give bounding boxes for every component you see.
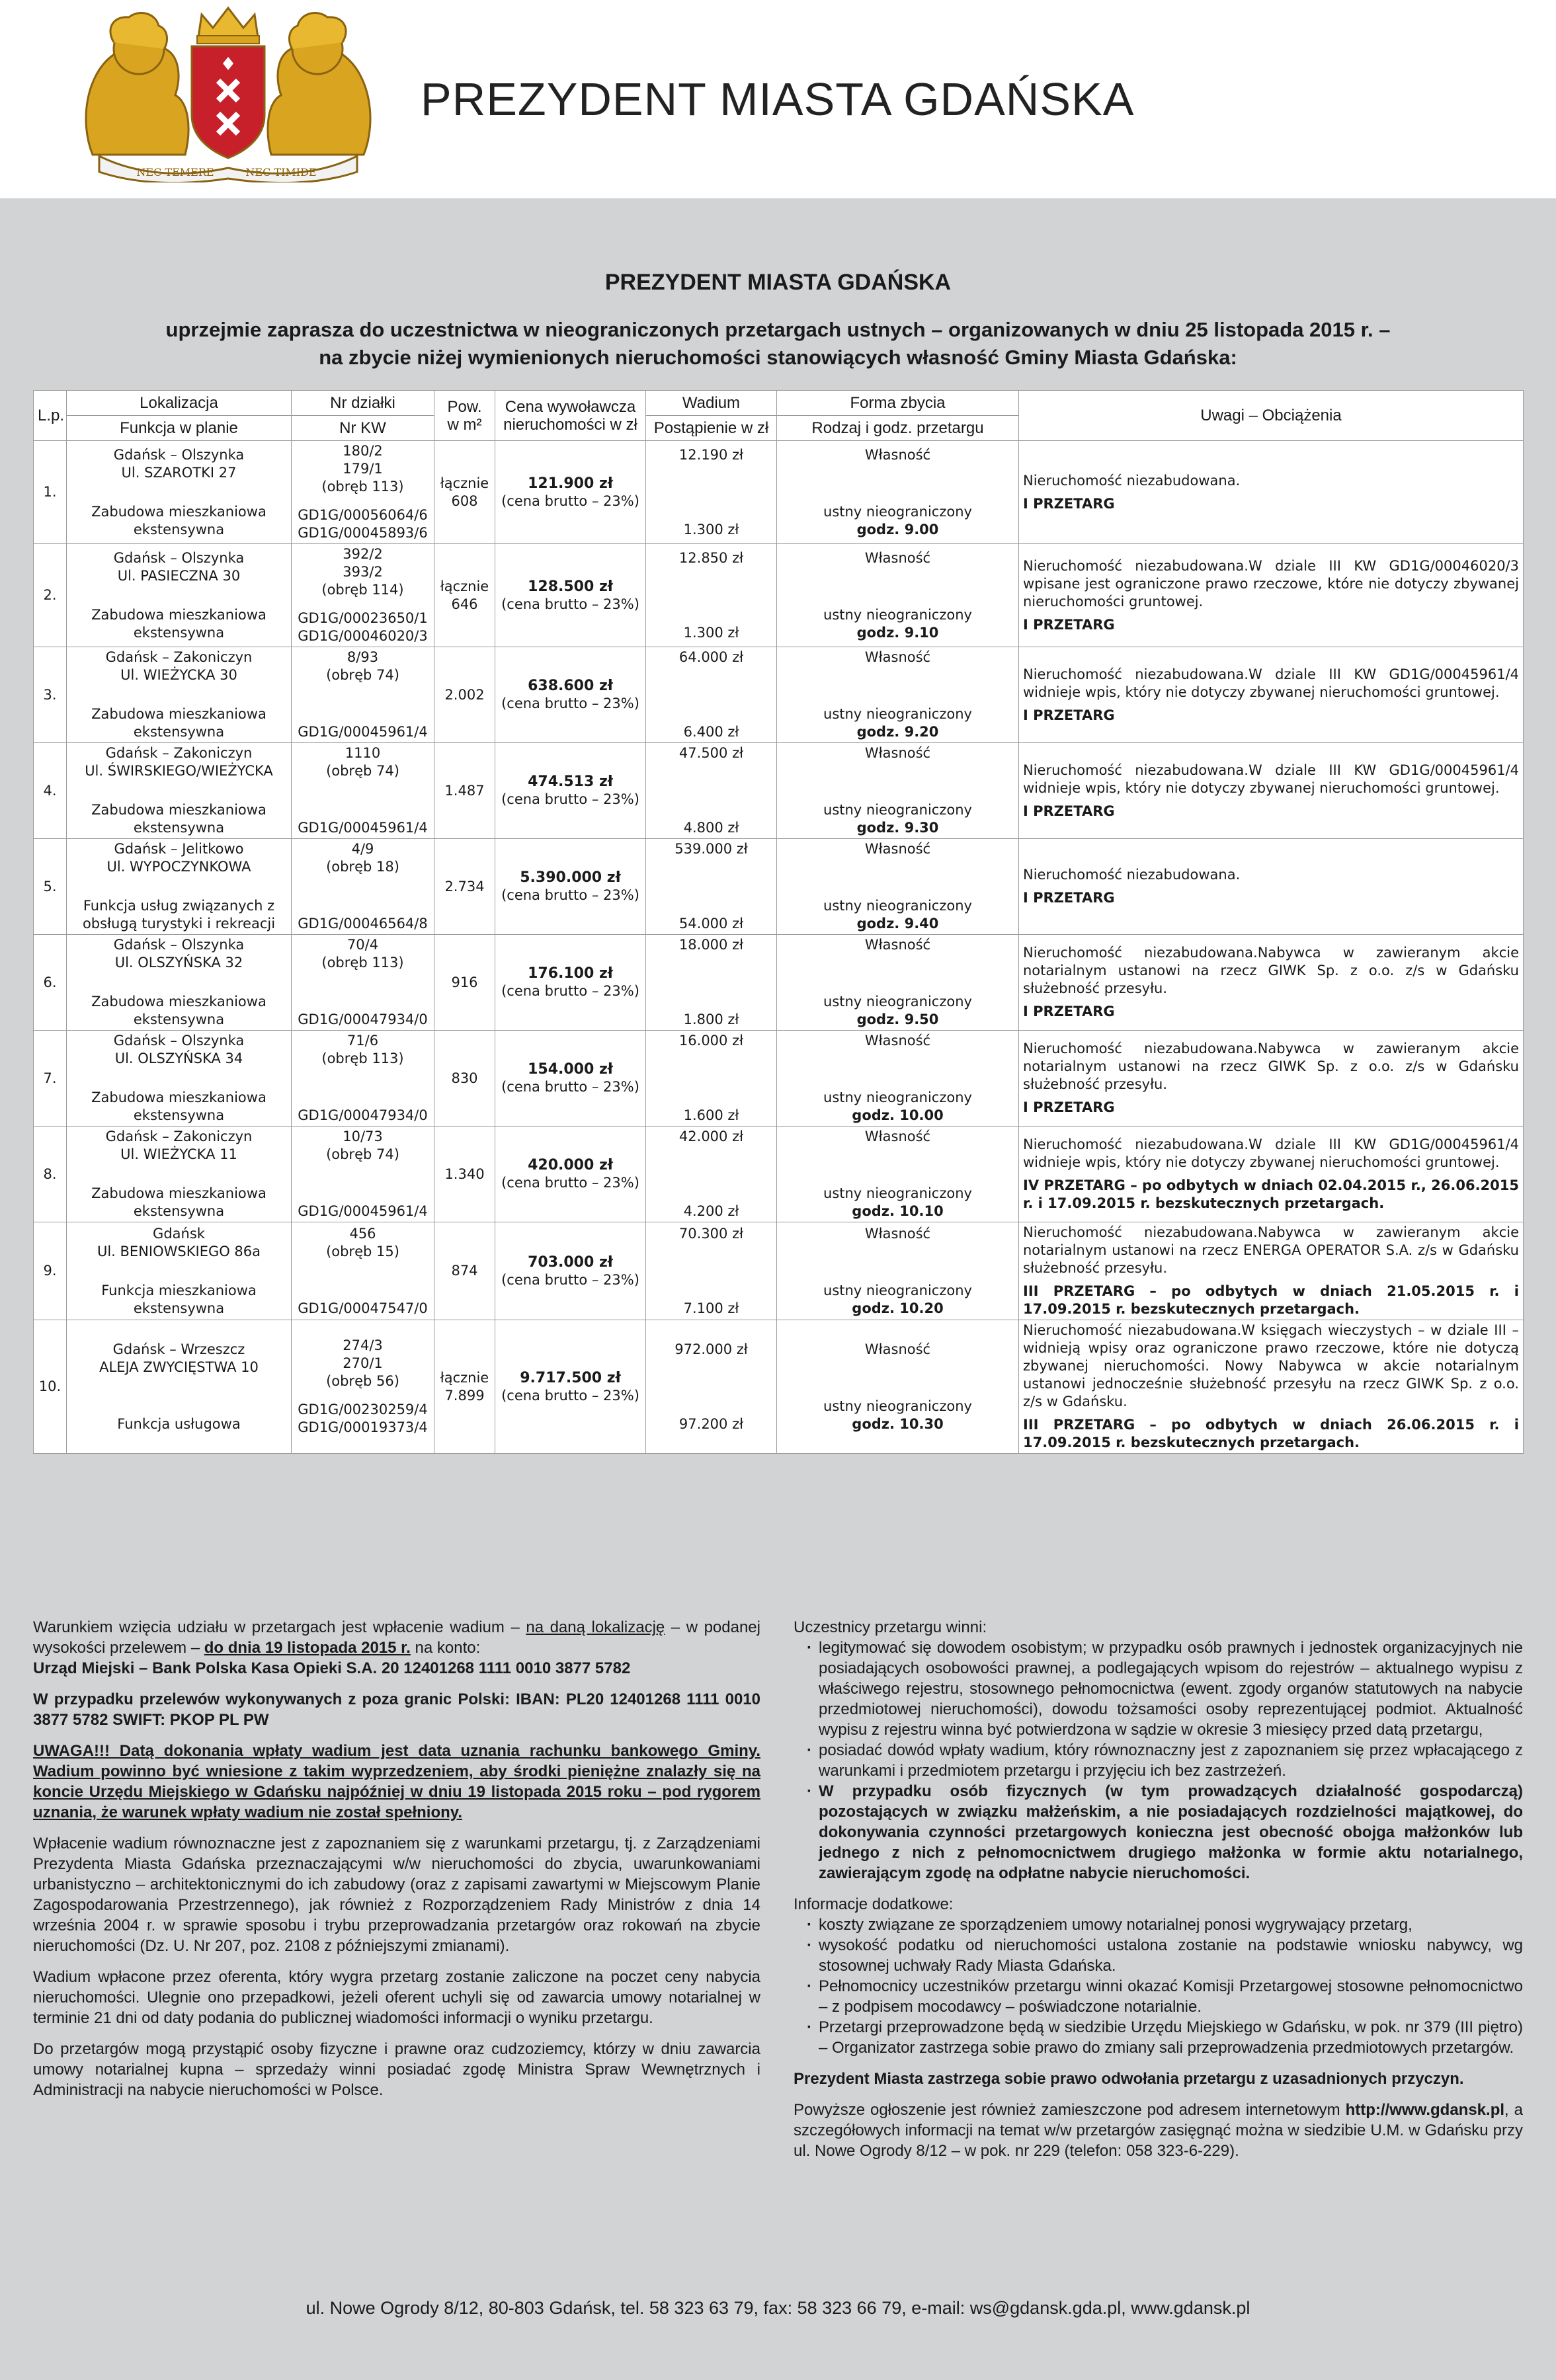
row-number: 1. xyxy=(34,441,67,544)
gross-note: (cena brutto – 23%) xyxy=(501,1387,639,1404)
location-cell xyxy=(67,935,292,1031)
iban-paragraph: W przypadku przelewów wykonywanych z poza granic Polski: IBAN: PL20 12401268 1111 0010 3877 5782 SWIFT: PKOP PL PW xyxy=(33,1690,760,1729)
deposit-cell xyxy=(646,1031,777,1127)
location-district: Gdańsk – Wrzeszcz xyxy=(112,1341,245,1357)
parcel-cell xyxy=(292,935,434,1031)
area-cell: łącznie 646 xyxy=(434,544,495,647)
starting-price: 121.900 zł xyxy=(528,475,613,492)
table-row xyxy=(34,935,1524,1031)
land-register-number: GD1G/00045961/4 xyxy=(298,724,428,740)
col-header-lokalizacja: Lokalizacja xyxy=(67,391,292,416)
gross-note: (cena brutto – 23%) xyxy=(501,887,639,903)
list-item: · posiadać dowód wpłaty wadium, który równoznaczny jest z zapoznaniem się przez wpłacającego z warunkami i przedmiotem przetargu i przyjęciu ich bez zastrzeżeń. xyxy=(809,1740,1523,1781)
area-cell: 1.487 xyxy=(434,743,495,839)
col-header-funkcja: Funkcja w planie xyxy=(67,416,292,441)
gross-note: (cena brutto – 23%) xyxy=(501,695,639,711)
list-item: · wysokość podatku od nieruchomości ustalona zostanie na podstawie wniosku nabywcy, wg stosownej uchwały Rady Miasta Gdańska. xyxy=(809,1935,1523,1976)
area-cell: 1.340 xyxy=(434,1127,495,1222)
auction-type: ustny nieograniczony xyxy=(823,1282,972,1298)
parcel-number: 10/73 (obręb 74) xyxy=(326,1129,399,1162)
remarks-text: Nieruchomość niezabudowana.Nabywca w zawieranym akcie notarialnym ustanowi na rzecz GIWK Sp. z o.o. z/s w Gdańsku służebność przesyłu. xyxy=(1023,945,1519,996)
starting-price: 703.000 zł xyxy=(528,1253,613,1271)
col-header-postapienie: Postąpienie w zł xyxy=(646,416,777,441)
website-link[interactable]: http://www.gdansk.pl xyxy=(1345,2101,1505,2119)
plan-function: Zabudowa mieszkaniowa ekstensywna xyxy=(91,1090,266,1123)
price-cell xyxy=(495,1127,646,1222)
location-cell xyxy=(67,1222,292,1320)
header-title: PREZYDENT MIASTA GDAŃSKA xyxy=(421,73,1135,125)
deposit-amount: 18.000 zł xyxy=(678,937,744,953)
deposit-cell xyxy=(646,1320,777,1454)
additional-info-heading: Informacje dodatkowe: xyxy=(794,1895,954,1913)
starting-price: 474.513 zł xyxy=(528,774,613,790)
intro-line-1: uprzejmie zaprasza do uczestnictwa w nieograniczonych przetargach ustnych – organizowanych w dniu 25 listopada 2015 r. – xyxy=(165,318,1391,341)
area-cell: 916 xyxy=(434,935,495,1031)
parcel-cell xyxy=(292,839,434,935)
sale-form: Własność xyxy=(864,1033,931,1049)
auction-time: godz. 10.10 xyxy=(852,1203,944,1219)
location-cell xyxy=(67,441,292,544)
location-cell xyxy=(67,1031,292,1127)
table-row xyxy=(34,743,1524,839)
deposit-amount: 16.000 zł xyxy=(678,1033,744,1049)
col-header-nr-dzialki: Nr działki xyxy=(292,391,434,416)
area-cell: 830 xyxy=(434,1031,495,1127)
land-register-number: GD1G/00046564/8 xyxy=(298,916,428,932)
sale-form-cell xyxy=(777,1222,1019,1320)
auction-round: IV PRZETARG – po odbytych w dniach 02.04.2015 r., 26.06.2015 r. i 17.09.2015 r. bezskutecznych przetargach. xyxy=(1023,1177,1519,1211)
auction-time: godz. 9.20 xyxy=(856,724,939,740)
area-cell: 874 xyxy=(434,1222,495,1320)
auction-type: ustny nieograniczony xyxy=(823,606,972,623)
gross-note: (cena brutto – 23%) xyxy=(501,791,639,807)
parcel-cell xyxy=(292,1222,434,1320)
deposit-amount: 12.190 zł xyxy=(678,446,744,463)
row-number: 2. xyxy=(34,544,67,647)
deposit-amount: 47.500 zł xyxy=(678,745,744,761)
area-cell: 2.002 xyxy=(434,647,495,743)
starting-price: 176.100 zł xyxy=(528,965,613,982)
table-row xyxy=(34,1222,1524,1320)
auction-time: godz. 10.30 xyxy=(852,1415,944,1432)
remarks-cell xyxy=(1019,1127,1524,1222)
remarks-cell xyxy=(1019,1320,1524,1454)
sale-form: Własność xyxy=(864,446,931,463)
remarks-text: Nieruchomość niezabudowana.W dziale III KW GD1G/00045961/4 widnieje wpis, który nie dotyczy zbywanej nieruchomości gruntowej. xyxy=(1023,1136,1519,1170)
eligibility-paragraph: Do przetargów mogą przystąpić osoby fizyczne i prawne oraz cudzoziemcy, którzy w dniu zawarcia umowy notarialnej kupna – sprzedaży winni posiadać zgodę Ministra Spraw Wewnętrznych i Administracji na nabycie nieruchomości w Polsce. xyxy=(33,2040,760,2099)
remarks-text: Nieruchomość niezabudowana. xyxy=(1023,867,1241,883)
parcel-number: 8/93 (obręb 74) xyxy=(326,649,399,683)
announcement-title: PREZYDENT MIASTA GDAŃSKA xyxy=(604,270,952,295)
sale-form-cell xyxy=(777,544,1019,647)
auction-time: godz. 9.50 xyxy=(856,1012,939,1027)
land-register-number: GD1G/00047547/0 xyxy=(298,1300,428,1316)
parcel-number: 4/9 (obręb 18) xyxy=(326,841,399,875)
deposit-cell xyxy=(646,935,777,1031)
auction-round: I PRZETARG xyxy=(1023,707,1115,723)
auction-type: ustny nieograniczony xyxy=(823,1185,972,1201)
auction-time: godz. 9.30 xyxy=(856,820,939,836)
table-row xyxy=(34,839,1524,935)
table-row xyxy=(34,647,1524,743)
location-street: Ul. BENIOWSKIEGO 86a xyxy=(97,1243,261,1259)
auction-time: godz. 9.40 xyxy=(856,916,939,932)
website-paragraph: Powyższe ogłoszenie jest również zamieszczone pod adresem internetowym http://www.gdansk.pl, a szczegółowych informacji na temat w/w przetargów zasięgnąć można w siedzibie U.M. w Gdańsku przy ul. Nowe Ogrody 8/12 – w pok. nr 229 (telefon: 058 323-6-229). xyxy=(794,2101,1523,2160)
remarks-text: Nieruchomość niezabudowana.W dziale III KW GD1G/00046020/3 wpisane jest ograniczone prawo rzeczowe, które nie dotyczy zbywanej nieruchomości gruntowej. xyxy=(1023,557,1519,610)
starting-price: 154.000 zł xyxy=(528,1061,613,1078)
list-item: · Pełnomocnicy uczestników przetargu winni okazać Komisji Przetargowej stosowne pełnomocnictwo – z podpisem mocodawcy – poświadczone notarialnie. xyxy=(809,1976,1523,2017)
row-number: 5. xyxy=(34,839,67,935)
location-district: Gdańsk – Olszynka xyxy=(113,1033,245,1049)
gross-note: (cena brutto – 23%) xyxy=(501,1271,639,1288)
table-row xyxy=(34,441,1524,544)
price-cell xyxy=(495,647,646,743)
conditions-column xyxy=(33,1617,760,2111)
svg-text:NEC TIMIDE: NEC TIMIDE xyxy=(245,166,317,178)
remarks-text: Nieruchomość niezabudowana.W księgach wieczystych – w dziale III – widnieją wpisy oraz ograniczone prawo rzeczowe, które nie dotyczą zbywanej nieruchomości. Nowy Nabywca w akcie notarialnym ustanowi jednocześnie służebność przesyłu na rzecz GIWK Sp. z o.o. z/s w Gdańsku. xyxy=(1023,1322,1519,1409)
row-number: 9. xyxy=(34,1222,67,1320)
parcel-cell xyxy=(292,441,434,544)
auction-type: ustny nieograniczony xyxy=(823,994,972,1010)
remarks-cell xyxy=(1019,544,1524,647)
col-header-lp: L.p. xyxy=(34,391,67,441)
starting-price: 9.717.500 zł xyxy=(520,1369,621,1386)
sale-form: Własność xyxy=(864,841,931,857)
row-number: 8. xyxy=(34,1127,67,1222)
location-street: Ul. PASIECZNA 30 xyxy=(117,567,241,584)
col-header-cena: Cena wywoławcza nieruchomości w zł xyxy=(495,391,646,441)
sale-form: Własność xyxy=(864,649,931,665)
remarks-text: Nieruchomość niezabudowana. xyxy=(1023,472,1241,489)
col-header-uwagi: Uwagi – Obciążenia xyxy=(1019,391,1524,441)
intro-line-2: na zbycie niżej wymienionych nieruchomości stanowiących własność Gminy Miasta Gdańska: xyxy=(319,346,1237,369)
price-cell xyxy=(495,839,646,935)
parcel-cell xyxy=(292,647,434,743)
location-district: Gdańsk – Zakoniczyn xyxy=(105,1129,253,1144)
remarks-cell xyxy=(1019,1031,1524,1127)
bid-increment: 4.200 zł xyxy=(683,1203,739,1219)
sale-form: Własność xyxy=(864,1225,931,1242)
additional-info-list xyxy=(809,1915,1523,2058)
bid-increment: 4.800 zł xyxy=(683,820,739,836)
starting-price: 5.390.000 zł xyxy=(520,869,621,886)
warning-paragraph: UWAGA!!! Datą dokonania wpłaty wadium jest data uznania rachunku bankowego Gminy. Wadium powinno być wniesione z takim wyprzedzeniem, aby środki pieniężne znalazły się na koncie Urzędu Miejskiego w Gdańsku najpóźniej w dniu 19 listopada 2015 roku – pod rygorem uznania, że warunek wpłaty wadium nie został spełniony. xyxy=(33,1742,760,1821)
sale-form: Własność xyxy=(864,1341,931,1357)
sale-form-cell xyxy=(777,839,1019,935)
deposit-amount: 64.000 zł xyxy=(678,649,744,665)
auction-round: I PRZETARG xyxy=(1023,890,1115,906)
bid-increment: 97.200 zł xyxy=(678,1415,744,1432)
plan-function: Zabudowa mieszkaniowa ekstensywna xyxy=(91,994,266,1027)
bid-increment: 1.300 zł xyxy=(683,624,739,641)
parcel-cell xyxy=(292,1127,434,1222)
deposit-cell xyxy=(646,839,777,935)
deposit-cell xyxy=(646,1127,777,1222)
location-district: Gdańsk – Olszynka xyxy=(113,446,245,463)
price-cell xyxy=(495,441,646,544)
sale-form-cell xyxy=(777,1031,1019,1127)
bid-increment: 54.000 zł xyxy=(678,916,744,932)
deposit-cell xyxy=(646,647,777,743)
bid-increment: 1.600 zł xyxy=(683,1107,739,1123)
auction-round: I PRZETARG xyxy=(1023,616,1115,633)
participants-column xyxy=(794,1617,1523,2172)
auction-type: ustny nieograniczony xyxy=(823,1398,972,1414)
sale-form-cell xyxy=(777,1127,1019,1222)
list-item: · legitymować się dowodem osobistym; w przypadku osób prawnych i jednostek organizacyjnych nie posiadających osobowości prawnej, a podlegających wpisom do rejestrów – aktualnego wypisu z właściwego rejestru, stosownego pełnomocnictwa (ewent. zgody organów statutowych na nabycie przedmiotowej nieruchomości), dowodu tożsamości osoby reprezentującej podmiot. Aktualność wypisu z rejestru winna być potwierdzona w sądzie w okresie 3 miesięcy przed datą przetargu, xyxy=(809,1638,1523,1740)
list-item: · Przetargi przeprowadzone będą w siedzibie Urzędu Miejskiego w Gdańsku, w pok. nr 379 (III piętro) – Organizator zastrzega sobie prawo do zmiany sali przeprowadzenia przedmiotowych przetargów. xyxy=(809,2017,1523,2058)
plan-function: Zabudowa mieszkaniowa ekstensywna xyxy=(91,802,266,836)
remarks-text: Nieruchomość niezabudowana.W dziale III KW GD1G/00045961/4 widnieje wpis, który nie dotyczy zbywanej nieruchomości gruntowej. xyxy=(1023,762,1519,796)
starting-price: 638.600 zł xyxy=(528,678,613,694)
svg-text:NEC TEMERE: NEC TEMERE xyxy=(136,166,214,178)
deposit-cell xyxy=(646,743,777,839)
deposit-cell xyxy=(646,1222,777,1320)
sale-form: Własność xyxy=(864,549,931,566)
footer-contact: ul. Nowe Ogrody 8/12, 80-803 Gdańsk, tel. 58 323 63 79, fax: 58 323 66 79, e-mail: ws@gdansk.gda.pl, www.gdansk.pl xyxy=(306,2298,1250,2318)
auction-type: ustny nieograniczony xyxy=(823,503,972,520)
auction-round: III PRZETARG – po odbytych w dniach 26.06.2015 r. i 17.09.2015 r. bezskutecznych przetargach. xyxy=(1023,1417,1519,1450)
price-cell xyxy=(495,544,646,647)
deposit-paragraph: Warunkiem wzięcia udziału w przetargach jest wpłacenie wadium – na daną lokalizację – w podanej wysokości przelewem – do dnia 19 listopada 2015 r. na konto: Urząd Miejski – Bank Polska Kasa Opieki S.A. 20 12401268 1111 0010 3877 5782 xyxy=(33,1618,760,1677)
participants-heading: Uczestnicy przetargu winni: xyxy=(794,1618,987,1636)
auction-time: godz. 9.00 xyxy=(856,521,939,537)
location-district: Gdańsk xyxy=(153,1225,205,1242)
announcement-intro xyxy=(79,316,1477,372)
plan-function: Funkcja usług związanych z obsługą turystyki i rekreacji xyxy=(82,898,276,932)
gross-note: (cena brutto – 23%) xyxy=(501,1079,639,1095)
land-register-number: GD1G/00230259/4 GD1G/00019373/4 xyxy=(298,1402,428,1435)
row-number: 4. xyxy=(34,743,67,839)
sale-form-cell xyxy=(777,935,1019,1031)
parcel-number: 70/4 (obręb 113) xyxy=(321,937,404,971)
deposit-forfeit-paragraph: Wadium wpłacone przez oferenta, który wygra przetarg zostanie zaliczone na poczet ceny nabycia nieruchomości. Ulegnie ono przepadkowi, jeżeli oferent uchyli się od zawarcia umowy notarialnej w terminie 21 dni od daty podania do publicznej wiadomości informacji o wyniku przetargu. xyxy=(33,1968,760,2027)
auction-round: I PRZETARG xyxy=(1023,803,1115,819)
remarks-cell xyxy=(1019,935,1524,1031)
parcel-cell xyxy=(292,1031,434,1127)
auction-type: ustny nieograniczony xyxy=(823,802,972,818)
land-register-number: GD1G/00047934/0 xyxy=(298,1107,428,1123)
table-row xyxy=(34,1320,1524,1454)
bid-increment: 7.100 zł xyxy=(683,1300,739,1316)
bid-increment: 1.800 zł xyxy=(683,1012,739,1027)
deposit-amount: 972.000 zł xyxy=(675,1341,748,1357)
auction-time: godz. 10.00 xyxy=(852,1107,944,1123)
land-register-number: GD1G/00023650/1 GD1G/00046020/3 xyxy=(298,610,428,644)
table-row xyxy=(34,1127,1524,1222)
parcel-number: 1110 (obręb 74) xyxy=(326,745,399,779)
remarks-text: Nieruchomość niezabudowana.Nabywca w zawieranym akcie notarialnym ustanowi na rzecz ENERGA OPERATOR S.A. z/s w Gdańsku służebność przesyłu. xyxy=(1023,1224,1519,1276)
table-row xyxy=(34,544,1524,647)
deposit-cell xyxy=(646,544,777,647)
remarks-cell xyxy=(1019,839,1524,935)
row-number: 7. xyxy=(34,1031,67,1127)
plan-function: Funkcja mieszkaniowa ekstensywna xyxy=(101,1282,257,1316)
price-cell xyxy=(495,1320,646,1454)
auction-round: I PRZETARG xyxy=(1023,1099,1115,1115)
terms-paragraph: Wpłacenie wadium równoznaczne jest z zapoznaniem się z warunkami przetargu, tj. z Zarządzeniami Prezydenta Miasta Gdańska przeznaczającymi w/w nieruchomości do zbycia, uwarunkowaniami urbanistyczno – architektonicznymi do ich zabudowy (oraz z zapisami zawartymi w Miejscowym Planie Zagospodarowania Przestrzennego), jak również z Rozporządzeniem Rady Ministrów z dnia 14 września 2004 r. w sprawie sposobu i trybu przeprowadzania przetargów oraz rokowań na zbycie nieruchomości (Dz. U. Nr 207, poz. 2108 z późniejszymi zmianami). xyxy=(33,1835,760,1955)
price-cell xyxy=(495,743,646,839)
location-cell xyxy=(67,544,292,647)
area-cell: 2.734 xyxy=(434,839,495,935)
parcel-number: 180/2 179/1 (obręb 113) xyxy=(321,443,404,495)
location-street: Ul. WIEŻYCKA 11 xyxy=(120,1146,237,1162)
parcel-number: 392/2 393/2 (obręb 114) xyxy=(321,546,404,598)
bid-increment: 1.300 zł xyxy=(683,521,739,537)
remarks-cell xyxy=(1019,1222,1524,1320)
sale-form: Własność xyxy=(864,745,931,761)
price-cell xyxy=(495,1222,646,1320)
sale-form: Własność xyxy=(864,937,931,953)
location-street: Ul. OLSZYŃSKA 32 xyxy=(114,955,243,971)
plan-function: Zabudowa mieszkaniowa ekstensywna xyxy=(91,706,266,740)
deposit-amount: 539.000 zł xyxy=(675,841,748,857)
list-item: · W przypadku osób fizycznych (w tym prowadzących działalność gospodarczą) pozostających w związku małżeńskim, a nie posiadających rozdzielności majątkowej, do dokonywania czynności przetargowych konieczna jest obecność obojga małżonków lub jednego z nich z pełnomocnictwem drugiego małżonka w formie aktu notarialnego, zawierającym zgodę na odpłatne nabycie nieruchomości. xyxy=(809,1781,1523,1884)
auction-round: I PRZETARG xyxy=(1023,1004,1115,1019)
gdansk-coat-of-arms-icon xyxy=(66,3,390,182)
location-street: Ul. SZAROTKI 27 xyxy=(121,464,237,481)
location-cell xyxy=(67,743,292,839)
sale-form-cell xyxy=(777,1320,1019,1454)
remarks-cell xyxy=(1019,743,1524,839)
deposit-cell xyxy=(646,441,777,544)
plan-function: Funkcja usługowa xyxy=(117,1415,241,1432)
sale-form: Własność xyxy=(864,1129,931,1144)
location-street: ALEJA ZWYCIĘSTWA 10 xyxy=(99,1359,259,1375)
gross-note: (cena brutto – 23%) xyxy=(501,596,639,612)
remarks-text: Nieruchomość niezabudowana.W dziale III KW GD1G/00045961/4 widnieje wpis, który nie dotyczy zbywanej nieruchomości gruntowej. xyxy=(1023,666,1519,700)
location-cell xyxy=(67,1127,292,1222)
property-table xyxy=(33,390,1524,1454)
location-street: Ul. WIEŻYCKA 30 xyxy=(120,667,237,683)
remarks-text: Nieruchomość niezabudowana.Nabywca w zawieranym akcie notarialnym ustanowi na rzecz GIWK Sp. z o.o. z/s w Gdańsku służebność przesyłu. xyxy=(1023,1041,1519,1092)
sale-form-cell xyxy=(777,441,1019,544)
location-cell xyxy=(67,647,292,743)
list-item: · koszty związane ze sporządzeniem umowy notarialnej ponosi wygrywający przetarg, xyxy=(809,1915,1523,1935)
gross-note: (cena brutto – 23%) xyxy=(501,983,639,999)
row-number: 10. xyxy=(34,1320,67,1454)
land-register-number: GD1G/00056064/6 GD1G/00045893/6 xyxy=(298,507,428,541)
auction-round: I PRZETARG xyxy=(1023,495,1115,512)
price-cell xyxy=(495,1031,646,1127)
deposit-amount: 70.300 zł xyxy=(678,1225,744,1242)
col-header-wadium: Wadium xyxy=(646,391,777,416)
col-header-nr-kw: Nr KW xyxy=(292,416,434,441)
col-header-forma: Forma zbycia xyxy=(777,391,1019,416)
gross-note: (cena brutto – 23%) xyxy=(501,1175,639,1191)
deposit-amount: 12.850 zł xyxy=(678,549,744,566)
auction-type: ustny nieograniczony xyxy=(823,1090,972,1105)
participants-list xyxy=(809,1638,1523,1884)
parcel-cell xyxy=(292,544,434,647)
location-street: Ul. OLSZYŃSKA 34 xyxy=(114,1051,243,1066)
location-cell xyxy=(67,839,292,935)
auction-time: godz. 9.10 xyxy=(856,624,939,641)
auction-type: ustny nieograniczony xyxy=(823,898,972,914)
starting-price: 420.000 zł xyxy=(528,1157,613,1173)
bid-increment: 6.400 zł xyxy=(683,724,739,740)
parcel-cell xyxy=(292,743,434,839)
location-district: Gdańsk – Zakoniczyn xyxy=(105,745,253,761)
area-cell: łącznie 7.899 xyxy=(434,1320,495,1454)
land-register-number: GD1G/00045961/4 xyxy=(298,820,428,836)
col-header-rodzaj: Rodzaj i godz. przetargu xyxy=(777,416,1019,441)
remarks-cell xyxy=(1019,647,1524,743)
sale-form-cell xyxy=(777,743,1019,839)
land-register-number: GD1G/00047934/0 xyxy=(298,1012,428,1027)
parcel-cell xyxy=(292,1320,434,1454)
header-band xyxy=(0,0,1556,198)
parcel-number: 71/6 (obręb 113) xyxy=(321,1033,404,1066)
row-number: 6. xyxy=(34,935,67,1031)
location-street: Ul. ŚWIRSKIEGO/WIEŻYCKA xyxy=(85,763,273,779)
cancellation-notice: Prezydent Miasta zastrzega sobie prawo odwołania przetargu z uzasadnionych przyczyn. xyxy=(794,2070,1464,2088)
col-header-pow: Pow. w m² xyxy=(434,391,495,441)
auction-time: godz. 10.20 xyxy=(852,1300,944,1316)
auction-round: III PRZETARG – po odbytych w dniach 21.05.2015 r. i 17.09.2015 r. bezskutecznych przetargach. xyxy=(1023,1283,1519,1317)
price-cell xyxy=(495,935,646,1031)
area-cell: łącznie 608 xyxy=(434,441,495,544)
auction-type: ustny nieograniczony xyxy=(823,706,972,722)
location-district: Gdańsk – Zakoniczyn xyxy=(105,649,253,665)
plan-function: Zabudowa mieszkaniowa ekstensywna xyxy=(91,1185,266,1219)
gross-note: (cena brutto – 23%) xyxy=(501,493,639,509)
deposit-amount: 42.000 zł xyxy=(678,1129,744,1144)
plan-function: Zabudowa mieszkaniowa ekstensywna xyxy=(91,503,266,537)
parcel-number: 274/3 270/1 (obręb 56) xyxy=(326,1337,399,1389)
starting-price: 128.500 zł xyxy=(528,578,613,595)
remarks-cell xyxy=(1019,441,1524,544)
location-district: Gdańsk – Olszynka xyxy=(113,549,245,566)
plan-function: Zabudowa mieszkaniowa ekstensywna xyxy=(91,606,266,641)
row-number: 3. xyxy=(34,647,67,743)
sale-form-cell xyxy=(777,647,1019,743)
location-district: Gdańsk – Jelitkowo xyxy=(114,841,244,857)
parcel-number: 456 (obręb 15) xyxy=(326,1225,399,1259)
land-register-number: GD1G/00045961/4 xyxy=(298,1203,428,1219)
location-street: Ul. WYPOCZYNKOWA xyxy=(106,859,251,875)
location-district: Gdańsk – Olszynka xyxy=(113,937,245,953)
location-cell xyxy=(67,1320,292,1454)
table-row xyxy=(34,1031,1524,1127)
bank-account: Urząd Miejski – Bank Polska Kasa Opieki S.A. 20 12401268 1111 0010 3877 5782 xyxy=(33,1659,631,1677)
